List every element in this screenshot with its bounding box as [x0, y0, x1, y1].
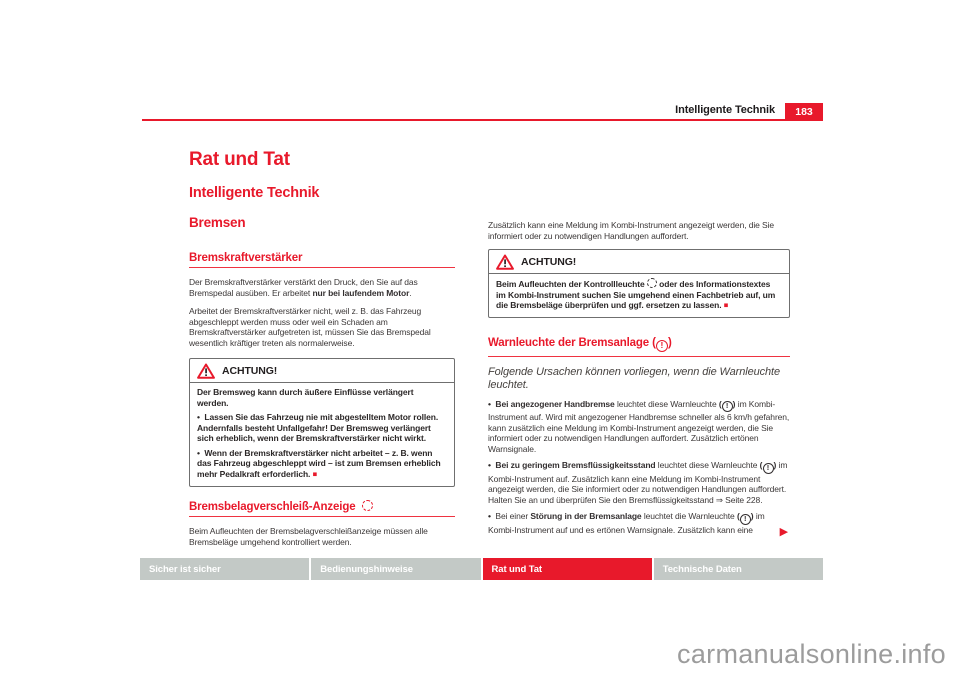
- section-heading-bremsen: Bremsen: [189, 215, 246, 230]
- continuation-arrow-icon: ▶: [779, 525, 788, 538]
- footer-tab-bar: [140, 558, 823, 580]
- bullet-bremsfluessigkeit: [488, 460, 790, 505]
- bullet-text: im Kombi-Instrument auf. Zusätzlich kann eine Meldung im Kombi-Instrument angezeigt werden, die Sie informiert oder zu notwendigen Handlungen auffordert. Halten Sie an und überprüfen Sie den Bremsflüssigkeitsstand ⇒ Seite 228.: [488, 460, 788, 505]
- header-rule: [142, 119, 785, 121]
- warning-text-part: oder des Informationstextes im Kombi-Instrument suchen Sie umgehend einen Fachbetrieb auf, um die Bremsbeläge überprüfen und ggf. ersetzen zu lassen.: [496, 279, 776, 310]
- warning-box-brakes: [189, 358, 455, 487]
- warning-intro: Der Bremsweg kann durch äußere Einflüsse verlängert werden.: [197, 387, 414, 408]
- bullet-stoerung: [488, 511, 790, 535]
- bullet-bold-lead: Störung in der Bremsanlage: [530, 511, 642, 521]
- paragraph-bold-text: nur bei laufendem Motor: [312, 287, 410, 298]
- warning-text: [496, 278, 781, 311]
- subheading-bremsbelag-anzeige: [189, 500, 455, 518]
- bullet-stoerung-wrapper: [488, 511, 790, 538]
- warning-text-part: Beim Aufleuchten der Kontrollleuchte: [496, 279, 647, 289]
- brake-pad-wear-icon: [362, 500, 373, 511]
- tab-sicher-ist-sicher[interactable]: Sicher ist sicher: [140, 558, 309, 580]
- paragraph: Arbeitet der Bremskraftverstärker nicht, weil z. B. das Fahrzeug abgeschleppt werden muss oder weil ein Schaden am Bremskraftverstärker aufgetreten ist, müssen Sie das Bremspedal wesentlich kräftiger treten als normalerweise.: [189, 306, 431, 348]
- brake-warning-light-icon: ( ! ): [760, 460, 777, 470]
- bullet-text: im Kombi-Instrument auf. Wird mit angezogener Handbremse schneller als 6 km/h gefahren, kann zusätzlich eine Meldung im Kombi-Instrument angezeigt werden, die Sie informiert oder zu notwendigen Handlungen auffordert. Zusätzlich ertönen Warnsignale.: [488, 398, 790, 454]
- warning-box-header: [190, 359, 454, 383]
- paragraph: Beim Aufleuchten der Bremsbelagverschleißanzeige müssen alle Bremsbeläge umgehend kontrolliert werden.: [189, 526, 428, 547]
- warning-bullet-text: Wenn der Bremskraftverstärker nicht arbeitet – z. B. wenn das Fahrzeug abgeschleppt wird – ist zum Bremsen erheblich mehr Pedalkraft erforderlich.: [197, 447, 441, 479]
- bullet-handbremse: [488, 399, 790, 455]
- brake-pad-wear-icon: [647, 278, 657, 288]
- subheading-text: Warnleuchte der Bremsanlage: [488, 337, 650, 349]
- subheading-warnleuchte: [488, 338, 790, 357]
- warning-triangle-icon: [197, 363, 215, 379]
- warning-box-brake-pads: [488, 249, 790, 318]
- subheading-text: Bremsbelagverschleiß-Anzeige: [189, 500, 356, 513]
- warning-title: ACHTUNG!: [222, 364, 278, 377]
- warning-box-body: [190, 383, 454, 486]
- warning-box-body: [489, 274, 789, 317]
- end-of-section-marker-icon: ■: [723, 300, 729, 310]
- watermark: carmanualsonline.info: [677, 639, 946, 669]
- bullet-text: Bei einer: [495, 511, 531, 521]
- warning-bullet: • Lassen Sie das Fahrzeug nie mit abgestelltem Motor rollen. Andernfalls besteht Unfallgefahr! Der Bremsweg verlängert sich erheblich, wenn der Bremskraftverstärker nicht wirkt.: [197, 412, 446, 444]
- paragraph-text: Der Bremskraftverstärker verstärkt den Druck, den Sie auf das Bremspedal ausüben. Er arbeitet: [189, 277, 418, 298]
- bullet-text: leuchtet diese Warnleuchte: [655, 460, 760, 470]
- bullet-text: leuchtet die Warnleuchte: [641, 511, 737, 521]
- tab-rat-und-tat[interactable]: Rat und Tat: [483, 558, 652, 580]
- tab-technische-daten[interactable]: Technische Daten: [654, 558, 823, 580]
- bullet-text: leuchtet diese Warnleuchte: [614, 398, 719, 409]
- paragraph-text: .: [409, 287, 412, 298]
- brake-warning-light-icon: ( ! ): [719, 399, 736, 409]
- subheading-bremskraftverstaerker: Bremskraftverstärker: [189, 253, 455, 269]
- paragraph: Zusätzlich kann eine Meldung im Kombi-Instrument angezeigt werden, die Sie informiert oder zu notwendigen Handlungen auffordert.: [488, 220, 775, 241]
- paragraph: [189, 277, 455, 298]
- brake-warning-light-icon: ( ! ): [652, 337, 672, 349]
- page-number-badge: 183: [785, 103, 823, 121]
- tab-bedienungshinweise[interactable]: Bedienungshinweise: [311, 558, 480, 580]
- page-title: Rat und Tat: [189, 149, 290, 170]
- chapter-title: Intelligente Technik: [189, 185, 320, 201]
- warning-title: ACHTUNG!: [521, 255, 577, 268]
- header-section-title: Intelligente Technik: [675, 104, 775, 116]
- warning-box-header: [489, 250, 789, 274]
- bullet-bold-lead: Bei zu geringem Bremsflüssigkeitsstand: [495, 460, 656, 470]
- bullet-text: im Kombi-Instrument auf und es ertönen Warnsignale. Zusätzlich kann eine: [488, 511, 765, 535]
- brake-warning-light-icon: ( ! ): [737, 511, 754, 521]
- left-column: [189, 215, 455, 555]
- bullet-bold-lead: Bei angezogener Handbremse: [495, 398, 615, 409]
- warning-triangle-icon: [496, 254, 514, 270]
- end-of-section-marker-icon: ■: [312, 469, 318, 478]
- right-column: [488, 220, 790, 541]
- warning-bullet: [197, 448, 446, 480]
- lead-sentence: Folgende Ursachen können vorliegen, wenn die Warnleuchte leuchtet.: [488, 365, 780, 391]
